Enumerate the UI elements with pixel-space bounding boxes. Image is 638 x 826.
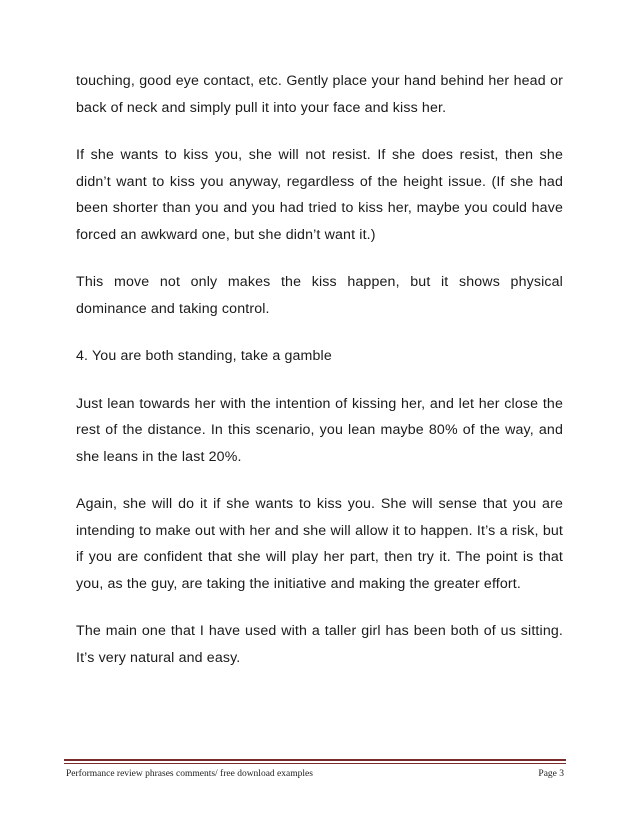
- body-text: [76, 68, 563, 692]
- section-heading: 4. You are both standing, take a gamble: [76, 348, 332, 364]
- footer-title: Performance review phrases comments/ free download examples: [66, 769, 313, 779]
- footer-rule-thick: [64, 759, 566, 761]
- paragraph-2: If she wants to kiss you, she will not resist. If she does resist, then she didn’t want to kiss you anyway, regardless of the height issue. (If she had been shorter than you and you had tried to kiss her, maybe you could have forced an awkward one, but she didn’t want it.): [76, 147, 563, 243]
- paragraph-7: The main one that I have used with a taller girl has been both of us sitting. It’s very natural and easy.: [76, 623, 563, 666]
- paragraph-1: touching, good eye contact, etc. Gently place your hand behind her head or back of neck and simply pull it into your face and kiss her.: [76, 73, 563, 116]
- paragraph-3: This move not only makes the kiss happen, but it shows physical dominance and taking control.: [76, 274, 563, 317]
- paragraph-6: Again, she will do it if she wants to kiss you. She will sense that you are intending to make out with her and she will allow it to happen. It’s a risk, but if you are confident that she will play her part, then try it. The point is that you, as the guy, are taking the initiative and making the greater effort.: [76, 496, 563, 592]
- page-number: Page 3: [538, 769, 564, 779]
- paragraph-5: Just lean towards her with the intention of kissing her, and let her close the rest of the distance. In this scenario, you lean maybe 80% of the way, and she leans in the last 20%.: [76, 395, 563, 465]
- footer-rule-thin: [64, 763, 566, 764]
